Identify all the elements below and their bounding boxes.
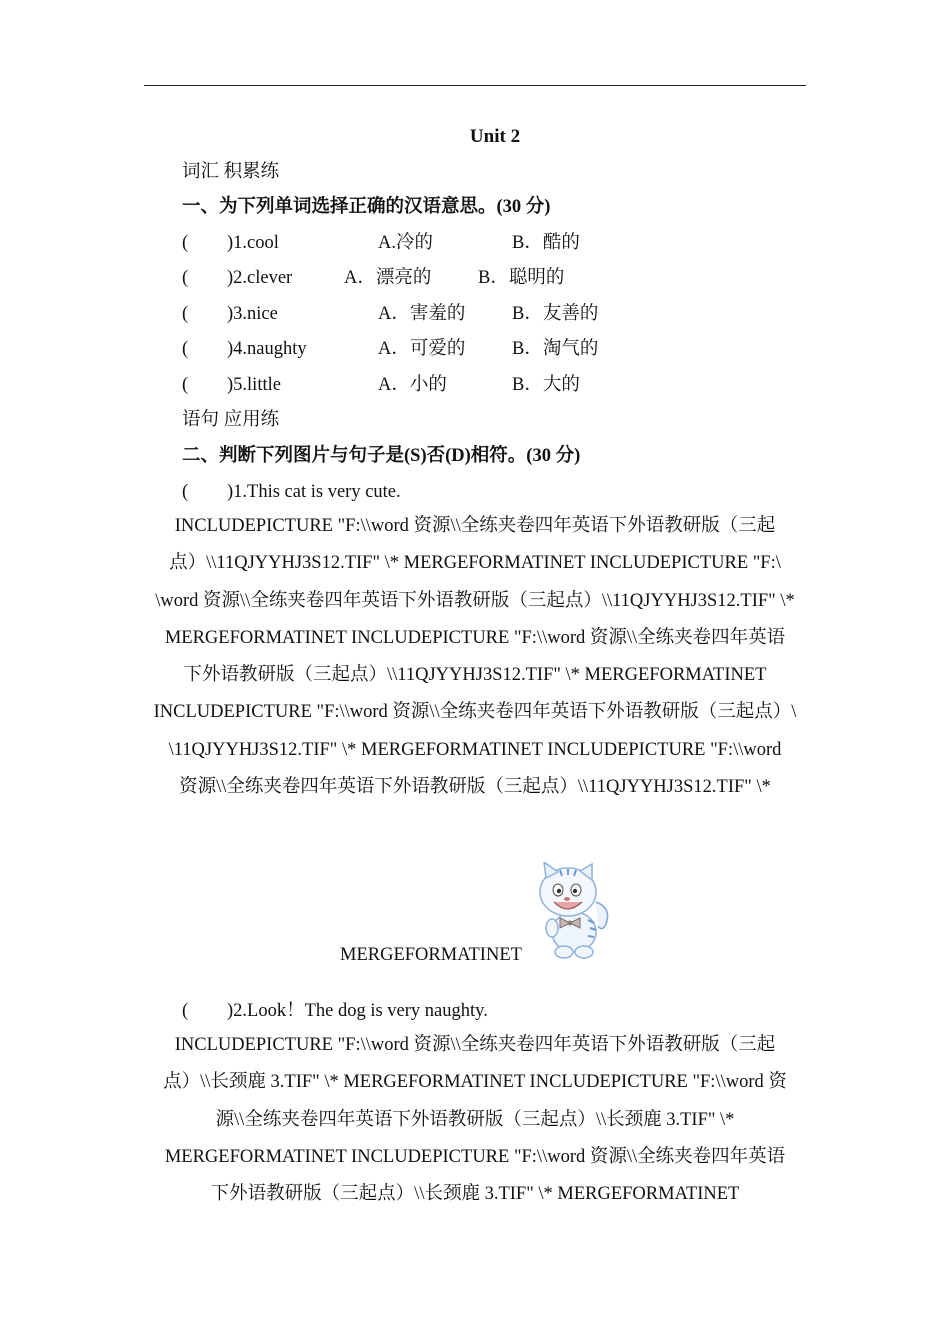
option-b: B．聪明的 [478, 268, 565, 288]
answer-blank[interactable]: ( [182, 482, 189, 502]
page-title: Unit 2 [469, 126, 521, 147]
option-b: B．友善的 [512, 304, 599, 324]
field-code-line: 下外语教研版（三起点）\\11QJYYHJ3S12.TIF" \* MERGEFORMATINET [183, 665, 767, 686]
field-code-end: MERGEFORMATINET [340, 945, 522, 965]
field-code-block-2 [144, 1027, 806, 1213]
field-code-line: 源\\全练夹卷四年英语下外语教研版（三起点）\\长颈鹿 3.TIF" \* [215, 1109, 735, 1130]
header-rule [144, 85, 806, 86]
question-sentence: )2.Look！The dog is very naughty. [227, 1001, 488, 1021]
field-code-line: MERGEFORMATINET INCLUDEPICTURE "F:\\word 资源\\全练夹卷四年英语 [164, 1146, 786, 1167]
option-b: B．酷的 [512, 233, 580, 253]
vocab-word: )2.clever [227, 268, 293, 288]
section-label-vocab: 词汇 积累练 [182, 162, 280, 182]
answer-blank[interactable]: ( [182, 304, 189, 324]
section-label-sentences: 语句 应用练 [182, 410, 280, 430]
option-a: A.冷的 [378, 233, 433, 253]
vocab-word: )3.nice [227, 304, 278, 324]
vocab-word: )4.naughty [227, 339, 307, 359]
field-code-line: 点）\\长颈鹿 3.TIF" \* MERGEFORMATINET INCLUDEPICTURE "F:\\word 资 [163, 1072, 787, 1093]
answer-blank[interactable]: ( [182, 339, 189, 359]
field-code-line: \word 资源\\全练夹卷四年英语下外语教研版（三起点）\\11QJYYHJ3S12.TIF" \* [155, 590, 795, 611]
field-code-line: 下外语教研版（三起点）\\长颈鹿 3.TIF" \* MERGEFORMATINET [210, 1184, 740, 1205]
option-a: A．可爱的 [378, 339, 466, 359]
option-a: A．害羞的 [378, 304, 466, 324]
cat-picture [530, 862, 612, 962]
field-code-line: 资源\\全练夹卷四年英语下外语教研版（三起点）\\11QJYYHJ3S12.TIF" \* [179, 777, 771, 798]
field-code-line: INCLUDEPICTURE "F:\\word 资源\\全练夹卷四年英语下外语教研版（三起 [174, 516, 776, 536]
field-code-line: 点）\\11QJYYHJ3S12.TIF" \* MERGEFORMATINET INCLUDEPICTURE "F:\ [169, 553, 781, 574]
option-a: A．小的 [378, 375, 447, 395]
option-a: A．漂亮的 [344, 268, 432, 288]
field-code-line: INCLUDEPICTURE "F:\\word 资源\\全练夹卷四年英语下外语教研版（三起 [174, 1035, 776, 1055]
option-b: B．大的 [512, 375, 580, 395]
field-code-line: MERGEFORMATINET INCLUDEPICTURE "F:\\word 资源\\全练夹卷四年英语 [164, 627, 786, 648]
answer-blank[interactable]: ( [182, 268, 189, 288]
option-b: B．淘气的 [512, 339, 599, 359]
vocab-word: )5.little [227, 375, 281, 395]
cartoon-cat-icon [530, 862, 612, 962]
field-code-block-1 [144, 508, 806, 806]
part1-heading: 一、为下列单词选择正确的汉语意思。(30 分) [182, 197, 551, 217]
field-code-line: INCLUDEPICTURE "F:\\word 资源\\全练夹卷四年英语下外语教研版（三起点）\ [153, 702, 797, 723]
part2-heading: 二、判断下列图片与句子是(S)否(D)相符。(30 分) [182, 446, 581, 466]
answer-blank[interactable]: ( [182, 375, 189, 395]
answer-blank[interactable]: ( [182, 1001, 189, 1021]
field-code-line: \11QJYYHJ3S12.TIF" \* MERGEFORMATINET INCLUDEPICTURE "F:\\word [168, 739, 782, 760]
answer-blank[interactable]: ( [182, 233, 189, 253]
question-sentence: )1.This cat is very cute. [227, 482, 401, 502]
vocab-word: )1.cool [227, 233, 279, 253]
